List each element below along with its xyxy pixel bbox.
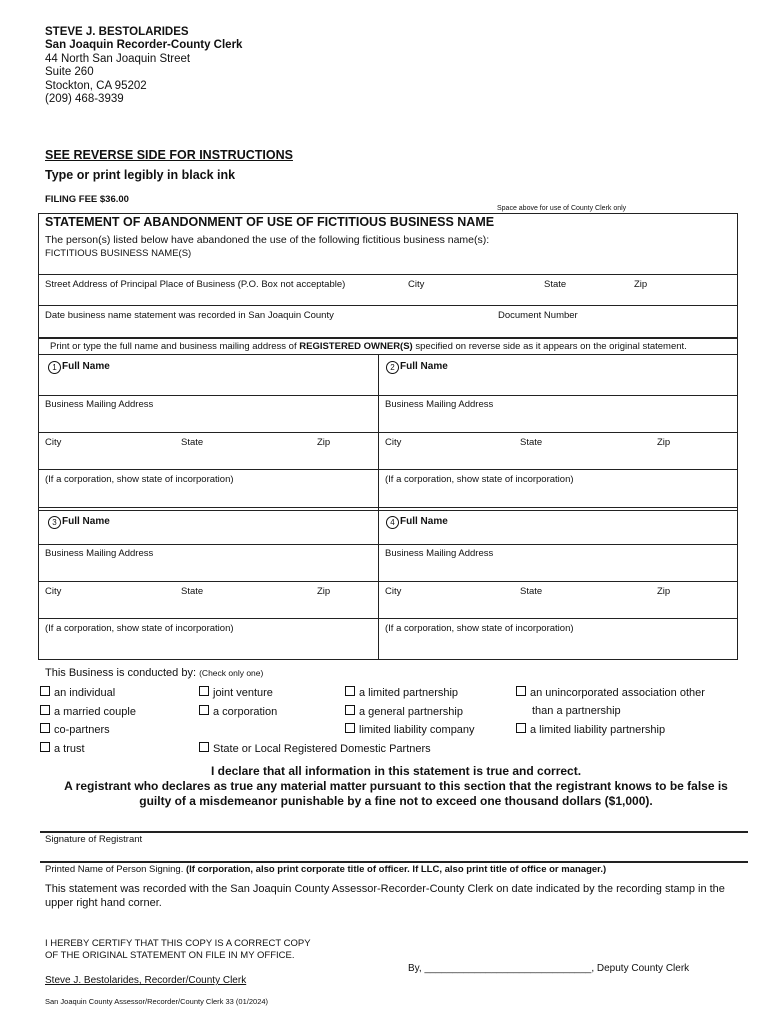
certify-line-2: OF THE ORIGINAL STATEMENT ON FILE IN MY OFFICE. (45, 950, 295, 961)
type-print-note: Type or print legibly in black ink (45, 168, 236, 182)
principal-street-field[interactable]: Street Address of Principal Place of Business (P.O. Box not acceptable) (45, 279, 346, 290)
owner-4-mailing-field[interactable]: Business Mailing Address (385, 548, 494, 559)
owner-3-full-name-field[interactable]: 3 Full Name (48, 516, 110, 529)
office-address-block (45, 26, 242, 106)
owner-2-mailing-field[interactable]: Business Mailing Address (385, 399, 494, 410)
see-reverse-heading: SEE REVERSE SIDE FOR INSTRUCTIONS (45, 148, 293, 162)
owner-4-city-field[interactable]: City (385, 586, 402, 597)
owner-1-city-field[interactable]: City (45, 437, 62, 448)
checkbox-trust[interactable]: a trust (40, 742, 85, 755)
filing-fee: FILING FEE $36.00 (45, 194, 129, 205)
divider (38, 618, 738, 619)
checkbox-individual[interactable]: an individual (40, 686, 115, 699)
owner-4-zip-field[interactable]: Zip (657, 586, 671, 597)
street-address: 44 North San Joaquin Street (45, 52, 191, 65)
divider (38, 510, 738, 511)
owner-3-state-field[interactable]: State (181, 586, 204, 597)
checkbox-domestic-partners[interactable]: State or Local Registered Domestic Partners (199, 742, 431, 755)
owner-3-city-field[interactable]: City (45, 586, 62, 597)
phone-number: (209) 468-3939 (45, 93, 124, 106)
checkbox-unincorporated-association[interactable]: an unincorporated association other (516, 686, 705, 699)
owners-intro: Print or type the full name and business mailing address of REGISTERED OWNER(S) specified on reverse side as it appears on the original statement. (50, 341, 687, 352)
owner-3-zip-field[interactable]: Zip (317, 586, 331, 597)
divider (38, 544, 738, 545)
divider (38, 395, 738, 396)
checkbox-llc[interactable]: limited liability company (345, 723, 475, 736)
owner-4-full-name-field[interactable]: 4 Full Name (386, 516, 448, 529)
checkbox-married-couple[interactable]: a married couple (40, 705, 136, 718)
office-name: San Joaquin Recorder-County Clerk (45, 39, 243, 52)
owner-1-full-name-field[interactable]: 1 Full Name (48, 361, 110, 374)
declaration-line-1: I declare that all information in this statement is true and correct. (210, 764, 582, 778)
suite: Suite 260 (45, 66, 94, 79)
divider (38, 432, 738, 433)
official-name: STEVE J. BESTOLARIDES (45, 26, 189, 38)
owner-4-state-field[interactable]: State (520, 586, 543, 597)
divider (38, 354, 738, 355)
date-recorded-field[interactable]: Date business name statement was recorded in San Joaquin County (45, 310, 334, 321)
checkbox-llp[interactable]: a limited liability partnership (516, 723, 665, 736)
document-number-field[interactable]: Document Number (498, 310, 578, 321)
divider (38, 507, 738, 508)
signature-line[interactable] (40, 831, 748, 833)
divider (38, 305, 738, 306)
printed-name-label: Printed Name of Person Signing. (If corporation, also print corporate title of officer. If LLC, also print title of office or manager.) (45, 864, 607, 875)
owner-1-zip-field[interactable]: Zip (317, 437, 331, 448)
form-footer: San Joaquin County Assessor/Recorder/County Clerk 33 (01/2024) (45, 997, 269, 1006)
divider (38, 274, 738, 275)
divider (38, 469, 738, 470)
principal-city-field[interactable]: City (408, 279, 425, 290)
fictitious-business-name-field[interactable]: FICTITIOUS BUSINESS NAME(S) (45, 248, 192, 259)
recorder-name: Steve J. Bestolarides, Recorder/County Clerk (45, 975, 247, 986)
clerk-space-note: Space above for use of County Clerk only (497, 205, 627, 212)
deputy-clerk-signature-field[interactable]: By, ______________________________, Deputy County Clerk (408, 963, 690, 974)
checkbox-general-partnership[interactable]: a general partnership (345, 705, 463, 718)
divider (38, 581, 738, 582)
owner-3-corp-state-field[interactable]: (If a corporation, show state of incorporation) (45, 623, 234, 634)
owner-2-full-name-field[interactable]: 2 Full Name (386, 361, 448, 374)
checkbox-limited-partnership[interactable]: a limited partnership (345, 686, 458, 699)
abandon-intro: The person(s) listed below have abandoned the use of the following fictitious business name(s): (45, 234, 490, 246)
owner-1-state-field[interactable]: State (181, 437, 204, 448)
principal-zip-field[interactable]: Zip (634, 279, 648, 290)
certify-line-1: I HEREBY CERTIFY THAT THIS COPY IS A CORRECT COPY (45, 938, 311, 949)
registered-owners-section (38, 338, 738, 660)
checkbox-corporation[interactable]: a corporation (199, 705, 277, 718)
signature-label: Signature of Registrant (45, 834, 143, 845)
owner-4-corp-state-field[interactable]: (If a corporation, show state of incorporation) (385, 623, 574, 634)
owner-number-2-icon: 2 (386, 361, 399, 374)
owner-1-corp-state-field[interactable]: (If a corporation, show state of incorporation) (45, 474, 234, 485)
owner-1-mailing-field[interactable]: Business Mailing Address (45, 399, 154, 410)
owner-number-4-icon: 4 (386, 516, 399, 529)
owner-number-1-icon: 1 (48, 361, 61, 374)
owner-2-city-field[interactable]: City (385, 437, 402, 448)
declaration-line-2: A registrant who declares as true any material matter pursuant to this section that the registrant knows to be false is (64, 779, 728, 793)
city-state-zip: Stockton, CA 95202 (45, 79, 147, 92)
owner-2-corp-state-field[interactable]: (If a corporation, show state of incorporation) (385, 474, 574, 485)
printed-name-line[interactable] (40, 861, 748, 863)
checkbox-joint-venture[interactable]: joint venture (199, 686, 273, 699)
owner-3-mailing-field[interactable]: Business Mailing Address (45, 548, 154, 559)
owner-2-zip-field[interactable]: Zip (657, 437, 671, 448)
principal-state-field[interactable]: State (544, 279, 567, 290)
declaration-line-3: guilty of a misdemeanor punishable by a fine not to exceed one thousand dollars ($1,000). (139, 794, 653, 808)
owner-2-state-field[interactable]: State (520, 437, 543, 448)
conducted-by-label: This Business is conducted by: (Check only one) (45, 667, 264, 679)
recorded-note: This statement was recorded with the San Joaquin County Assessor-Recorder-County Clerk on date indicated by the recording stamp in the upper right hand corner. (45, 883, 725, 909)
unincorporated-continuation: than a partnership (532, 705, 621, 717)
checkbox-co-partners[interactable]: co-partners (40, 723, 110, 736)
form-title: STATEMENT OF ABANDONMENT OF USE OF FICTITIOUS BUSINESS NAME (45, 215, 495, 229)
owner-number-3-icon: 3 (48, 516, 61, 529)
